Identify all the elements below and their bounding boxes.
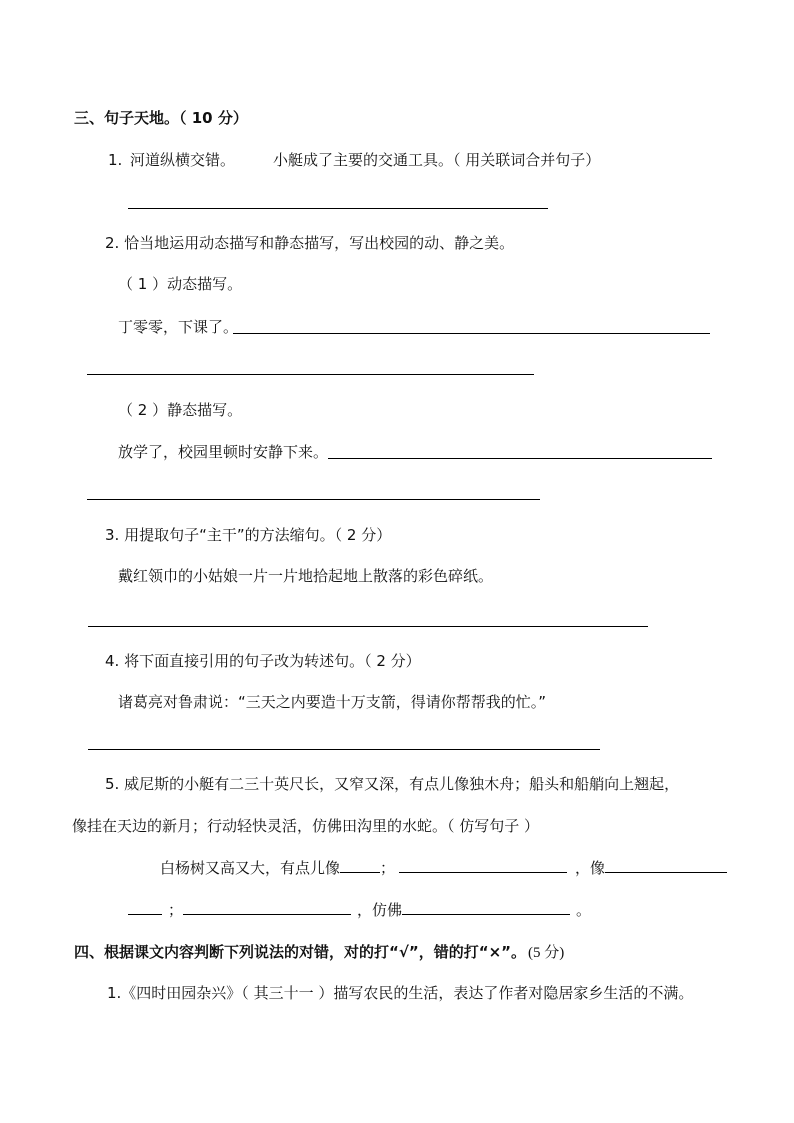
q1-answer-line[interactable] [128,208,548,209]
section-4-title [74,942,564,963]
q2-sub1-start: 丁零零，下课了。 [118,318,239,336]
q3-text: 3. 用提取句子“主干”的方法缩句。（ 2 分） [105,526,392,544]
q5-text-line-2: 像挂在天边的新月；行动轻快灵活，仿佛田沟里的水蛇。（ 仿写句子 ） [72,817,540,835]
q1-text-a: 河道纵横交错。 [130,151,236,169]
q5-fill2-c: 。 [576,901,592,919]
q5-blank-1[interactable] [340,858,380,873]
q4-answer-line[interactable] [88,749,600,750]
section-3-title: 三、句子天地。（ 10 分） [74,109,248,127]
q2-sub1-label: （ 1 ）动态描写。 [118,275,243,293]
q5-fill-row-1 [160,858,727,878]
q2-text: 2. 恰当地运用动态描写和静态描写，写出校园的动、静之美。 [105,234,515,252]
q1-number: 1. [108,151,123,169]
q5-fill2-a: ； [168,901,184,919]
q2-sub2-start: 放学了，校园里顿时安静下来。 [118,443,329,461]
q4-sentence: 诸葛亮对鲁肃说：“三天之内要造十万支箭，得请你帮帮我的忙。” [118,693,547,711]
q2-sub1-answer-line-2[interactable] [87,374,534,375]
q3-sentence: 戴红领巾的小姑娘一片一片地拾起地上散落的彩色碎纸。 [118,567,494,585]
q5-blank-5[interactable] [183,900,351,915]
section-4-title-score: (5 分) [528,945,565,961]
q2-sub2-label: （ 2 ）静态描写。 [118,401,243,419]
q5-fill1-b: ； [380,859,396,877]
q1-text-b: 小艇成了主要的交通工具。（ 用关联词合并句子） [273,151,601,169]
q2-sub1-answer-line-1[interactable] [233,333,710,334]
q3-answer-line[interactable] [88,626,648,627]
q5-blank-3[interactable] [605,858,727,873]
section-4-title-main: 四、根据课文内容判断下列说法的对错，对的打“√”，错的打“×”。 [74,943,527,961]
q2-sub2-answer-line-1[interactable] [328,458,712,459]
q5-blank-4[interactable] [128,900,162,915]
q5-fill2-b: ，仿佛 [357,901,403,919]
q5-blank-6[interactable] [402,900,570,915]
section-4-q1: 1.《四时田园杂兴》（ 其三十一 ）描写农民的生活，表达了作者对隐居家乡生活的不满。 [107,984,694,1002]
q2-sub2-answer-line-2[interactable] [87,499,540,500]
q5-fill1-c: ，像 [575,859,606,877]
q5-fill-row-2 [128,900,591,920]
q5-text-line-1: 5. 威尼斯的小艇有二三十英尺长，又窄又深，有点儿像独木舟；船头和船艄向上翘起， [105,775,680,793]
q5-blank-2[interactable] [399,858,567,873]
q4-text: 4. 将下面直接引用的句子改为转述句。（ 2 分） [105,652,421,670]
q5-fill1-a: 白杨树又高又大，有点儿像 [160,859,341,877]
